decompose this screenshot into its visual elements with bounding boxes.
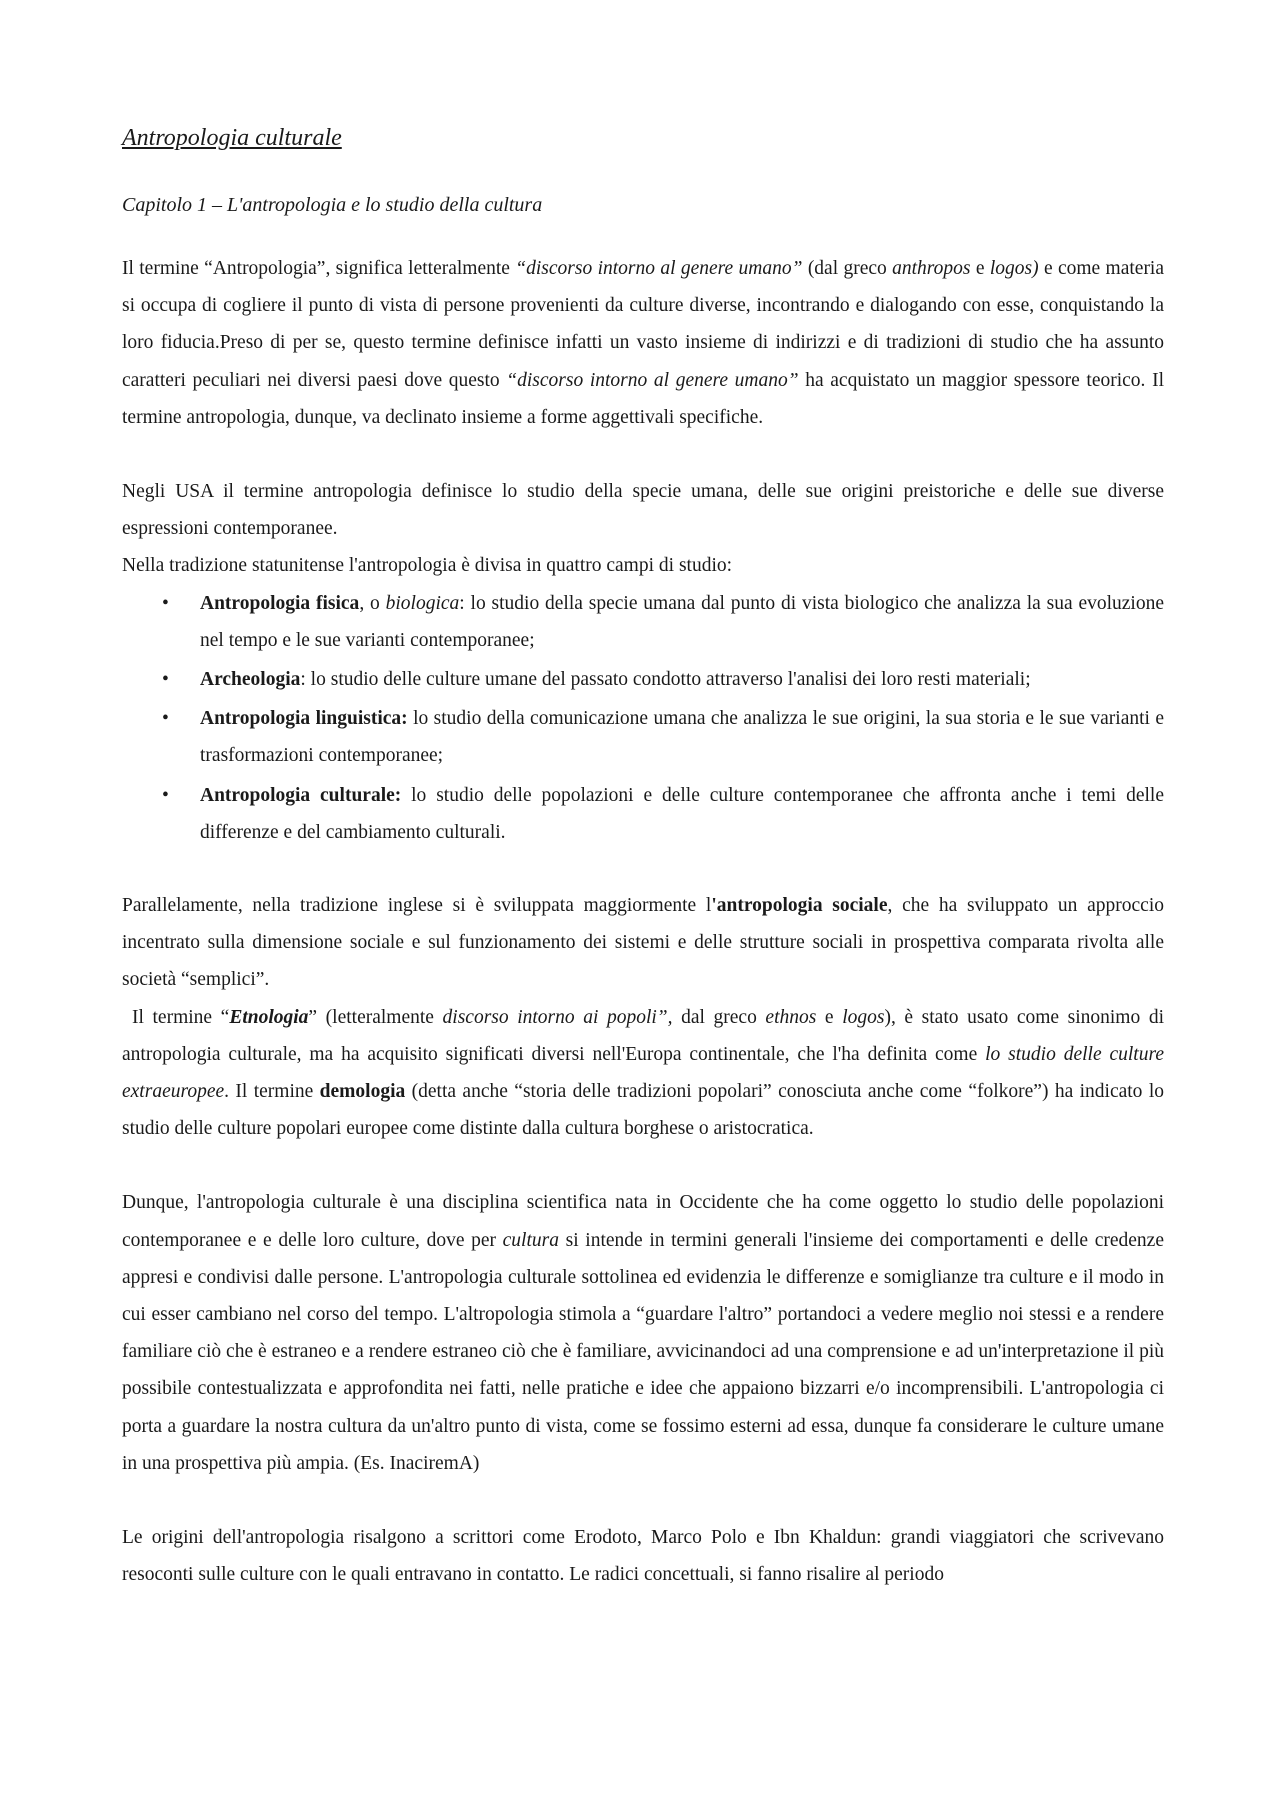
list-item: • Antropologia fisica, o biologica: lo studio della specie umana dal punto di vista biologico che analizza la sua evoluzione nel tempo e le sue varianti contemporanee; — [122, 585, 1164, 659]
chapter-heading: Capitolo 1 – L'antropologia e lo studio della cultura — [122, 194, 543, 216]
bullet-icon: • — [162, 708, 169, 730]
list-item: • Archeologia: lo studio delle culture umane del passato condotto attraverso l'analisi dei loro resti materiali; — [122, 661, 1164, 698]
fields-list — [122, 585, 1164, 851]
list-item: • Antropologia culturale: lo studio delle popolazioni e delle culture contemporanee che affronta anche i temi delle differenze e del cambiamento culturali. — [122, 777, 1164, 851]
paragraph-social-anthropology: Parallelamente, nella tradizione inglese si è sviluppata maggiormente l'antropologia sociale, che ha sviluppato un approccio incentrato sulla dimensione sociale e sul funzionamento dei sistemi e delle strutture sociali in prospettiva comparata rivolta alle società “semplici”. — [122, 895, 1165, 991]
bullet-icon: • — [162, 669, 169, 691]
document-title: Antropologia culturale — [122, 125, 342, 151]
paragraph-ethnology: Il termine “Etnologia” (letteralmente discorso intorno ai popoli”, dal greco ethnos e logos), è stato usato come sinonimo di antropologia culturale, ma ha acquisito significati diversi nell'Europa continentale, che l'ha definita come lo studio delle culture extraeuropee. Il termine demologia (detta anche “storia delle tradizioni popolari” conosciuta anche come “folkore”) ha indicato lo studio delle culture popolari europee come distinte dalla cultura borghese o aristocratica. — [122, 1006, 1164, 1140]
paragraph-cultural-anthropology: Dunque, l'antropologia culturale è una disciplina scientifica nata in Occidente che ha come oggetto lo studio delle popolazioni contemporanee e e delle loro culture, dove per cultura si intende in termini generali l'insieme dei comportamenti e delle credenze appresi e condivisi dalle persone. L'antropologia culturale sottolinea ed evidenzia le differenze e somiglianze tra culture e il modo in cui esser cambiano nel corso del tempo. L'altropologia stimola a “guardare l'altro” portandoci a vedere meglio noi stessi e a rendere familiare ciò che è estraneo e a rendere estraneo ciò che è familiare, avvicinandoci ad una comprensione e ad un'interpretazione il più possibile contestualizzata e approfondita nei fatti, nelle pratiche e idee che appaiono bizzarri e/o incomprensibili. L'antropologia ci porta a guardare la nostra cultura da un'altro punto di vista, come se fossimo esterni ad essa, dunque fa considerare le culture umane in una prospettiva più ampia. (Es. InaciremA) — [122, 1192, 1164, 1474]
bullet-icon: • — [162, 592, 169, 614]
paragraph-intro: Il termine “Antropologia”, significa letteralmente “discorso intorno al genere umano” (dal greco anthropos e logos) e come materia si occupa di cogliere il punto di vista di persone provenienti da culture diverse, incontrando e dialogando con esse, conquistando la loro fiducia.Preso di per se, questo termine definisce infatti un vasto insieme di indirizzi e di tradizioni di studio che ha assunto caratteri peculiari nei diversi paesi dove questo “discorso intorno al genere umano” ha acquistato un maggior spessore teorico. Il termine antropologia, dunque, va declinato insieme a forme aggettivali specifiche. — [122, 258, 1165, 428]
list-item: • Antropologia linguistica: lo studio della comunicazione umana che analizza le sue origini, la sua storia e le sue varianti e trasformazioni contemporanee; — [122, 700, 1164, 774]
paragraph-origins: Le origini dell'antropologia risalgono a scrittori come Erodoto, Marco Polo e Ibn Khaldun: grandi viaggiatori che scrivevano resoconti sulle culture con le quali entravano in contatto. Le radici concettuali, si fanno risalire al periodo — [122, 1527, 1164, 1586]
paragraph-usa: Negli USA il termine antropologia definisce lo studio della specie umana, delle sue origini preistoriche e delle sue diverse espressioni contemporanee. — [122, 481, 1164, 540]
paragraph-usa-fields: Nella tradizione statunitense l'antropologia è divisa in quattro campi di studio: — [122, 555, 733, 577]
bullet-icon: • — [162, 784, 169, 806]
